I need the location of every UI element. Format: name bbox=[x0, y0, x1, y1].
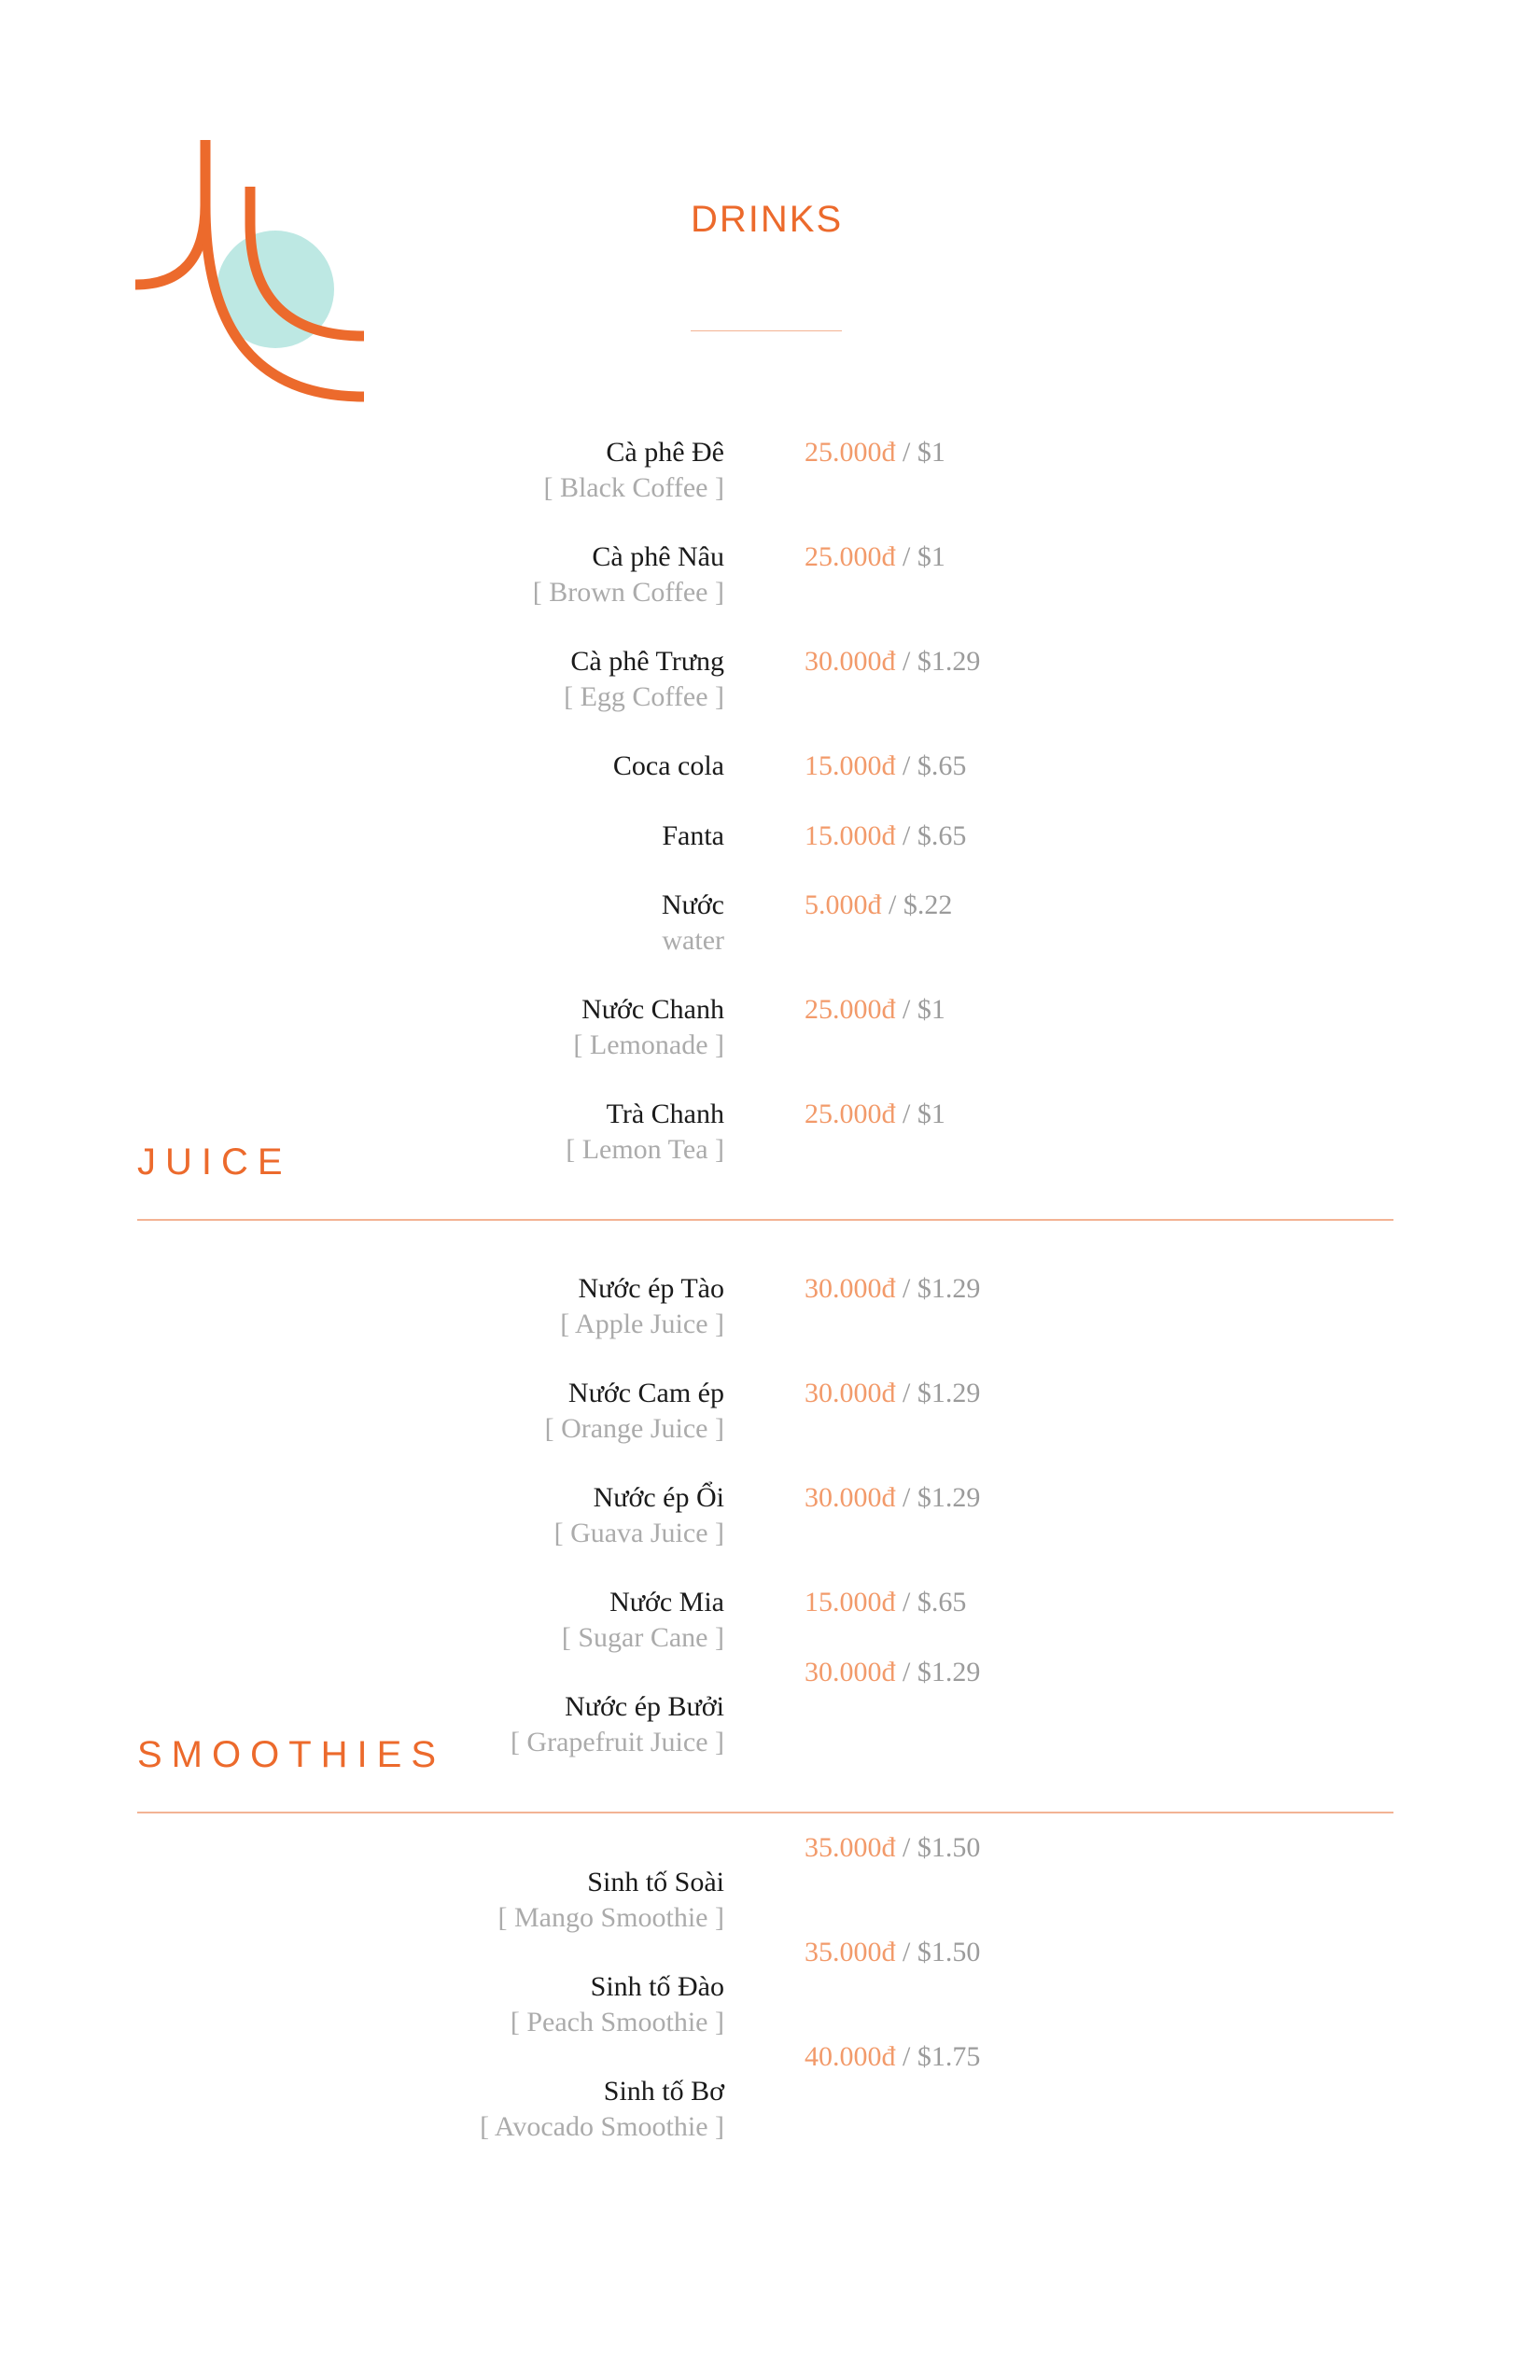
juice-translation: [ Guava Juice ] bbox=[553, 1518, 724, 1548]
price-usd: / $1.29 bbox=[895, 1273, 981, 1304]
price-vnd: 25.000đ bbox=[805, 1099, 896, 1129]
smoothie-translation: [ Mango Smoothie ] bbox=[497, 1902, 724, 1933]
drink-price bbox=[805, 1099, 945, 1130]
price-vnd: 35.000đ bbox=[805, 1937, 896, 1967]
price-usd: / $.65 bbox=[895, 820, 967, 851]
drink-price bbox=[805, 889, 952, 921]
juice-name: Nước Mia bbox=[609, 1587, 724, 1617]
juice-translation: [ Grapefruit Juice ] bbox=[510, 1727, 724, 1757]
drink-name: Cà phê Đê bbox=[606, 437, 724, 468]
price-vnd: 30.000đ bbox=[805, 1378, 896, 1408]
price-usd: / $1.29 bbox=[895, 646, 981, 677]
juice-translation: [ Orange Juice ] bbox=[544, 1413, 724, 1444]
price-vnd: 30.000đ bbox=[805, 1482, 896, 1513]
drink-translation: [ Lemonade ] bbox=[573, 1029, 724, 1060]
section-title-juice: JUICE bbox=[137, 1141, 292, 1183]
juice-name: Nước Cam ép bbox=[567, 1378, 724, 1408]
drink-price bbox=[805, 994, 945, 1026]
juice-translation: [ Sugar Cane ] bbox=[561, 1622, 724, 1653]
arches-logo-icon bbox=[135, 140, 369, 406]
drink-price bbox=[805, 646, 980, 678]
drink-name: Trà Chanh bbox=[606, 1099, 724, 1129]
smoothie-price bbox=[805, 1937, 980, 1968]
drink-name: Fanta bbox=[662, 820, 724, 851]
price-vnd: 30.000đ bbox=[805, 1273, 896, 1304]
juice-price bbox=[805, 1378, 980, 1409]
price-vnd: 15.000đ bbox=[805, 750, 896, 781]
section-title-smoothies: SMOOTHIES bbox=[137, 1734, 446, 1775]
smoothie-name: Sinh tố Đào bbox=[590, 1971, 724, 2002]
juice-price bbox=[805, 1657, 980, 1688]
smoothie-translation: [ Avocado Smoothie ] bbox=[480, 2111, 724, 2142]
drink-translation: [ Lemon Tea ] bbox=[566, 1134, 724, 1165]
price-vnd: 40.000đ bbox=[805, 2041, 896, 2072]
price-vnd: 35.000đ bbox=[805, 1832, 896, 1863]
price-usd: / $1.29 bbox=[895, 1657, 981, 1687]
price-usd: / $1.29 bbox=[895, 1482, 981, 1513]
juice-translation: [ Apple Juice ] bbox=[560, 1309, 724, 1339]
drink-name: Coca cola bbox=[612, 750, 724, 781]
price-vnd: 30.000đ bbox=[805, 646, 896, 677]
price-usd: / $.65 bbox=[895, 750, 967, 781]
drink-price bbox=[805, 750, 966, 782]
drink-price bbox=[805, 437, 945, 469]
juice-name: Nước ép Bưởi bbox=[565, 1691, 724, 1722]
section-divider bbox=[137, 1812, 1393, 1813]
price-usd: / $1 bbox=[895, 437, 945, 468]
price-usd: / $1.50 bbox=[895, 1832, 981, 1863]
price-usd: / $.22 bbox=[881, 889, 953, 920]
juice-price bbox=[805, 1587, 966, 1618]
title-underline bbox=[691, 330, 842, 331]
drink-name: Cà phê Nâu bbox=[592, 541, 724, 572]
price-vnd: 5.000đ bbox=[805, 889, 882, 920]
section-divider bbox=[137, 1219, 1393, 1221]
price-vnd: 25.000đ bbox=[805, 994, 896, 1025]
drink-name: Nước bbox=[661, 889, 724, 920]
price-usd: / $.65 bbox=[895, 1587, 967, 1617]
smoothie-name: Sinh tố Bơ bbox=[603, 2076, 724, 2107]
smoothie-price bbox=[805, 1832, 980, 1864]
drink-price bbox=[805, 541, 945, 573]
drink-name: Cà phê Trưng bbox=[570, 646, 724, 677]
juice-price bbox=[805, 1273, 980, 1305]
price-vnd: 15.000đ bbox=[805, 1587, 896, 1617]
price-vnd: 15.000đ bbox=[805, 820, 896, 851]
price-vnd: 25.000đ bbox=[805, 437, 896, 468]
price-usd: / $1.29 bbox=[895, 1378, 981, 1408]
drink-translation: water bbox=[662, 925, 724, 956]
smoothie-translation: [ Peach Smoothie ] bbox=[510, 2007, 724, 2037]
price-usd: / $1.75 bbox=[895, 2041, 981, 2072]
price-vnd: 25.000đ bbox=[805, 541, 896, 572]
smoothie-price bbox=[805, 2041, 980, 2073]
price-usd: / $1 bbox=[895, 1099, 945, 1129]
drink-translation: [ Black Coffee ] bbox=[543, 472, 724, 503]
drink-translation: [ Egg Coffee ] bbox=[564, 681, 724, 712]
price-usd: / $1 bbox=[895, 994, 945, 1025]
drink-price bbox=[805, 820, 966, 852]
drink-name: Nước Chanh bbox=[581, 994, 724, 1025]
juice-name: Nước ép Ổi bbox=[593, 1482, 724, 1513]
juice-price bbox=[805, 1482, 980, 1514]
smoothie-name: Sinh tố Soài bbox=[587, 1867, 724, 1897]
page-title: DRINKS bbox=[691, 199, 844, 240]
price-usd: / $1 bbox=[895, 541, 945, 572]
drink-translation: [ Brown Coffee ] bbox=[532, 577, 724, 608]
juice-name: Nước ép Tào bbox=[578, 1273, 724, 1304]
price-vnd: 30.000đ bbox=[805, 1657, 896, 1687]
price-usd: / $1.50 bbox=[895, 1937, 981, 1967]
